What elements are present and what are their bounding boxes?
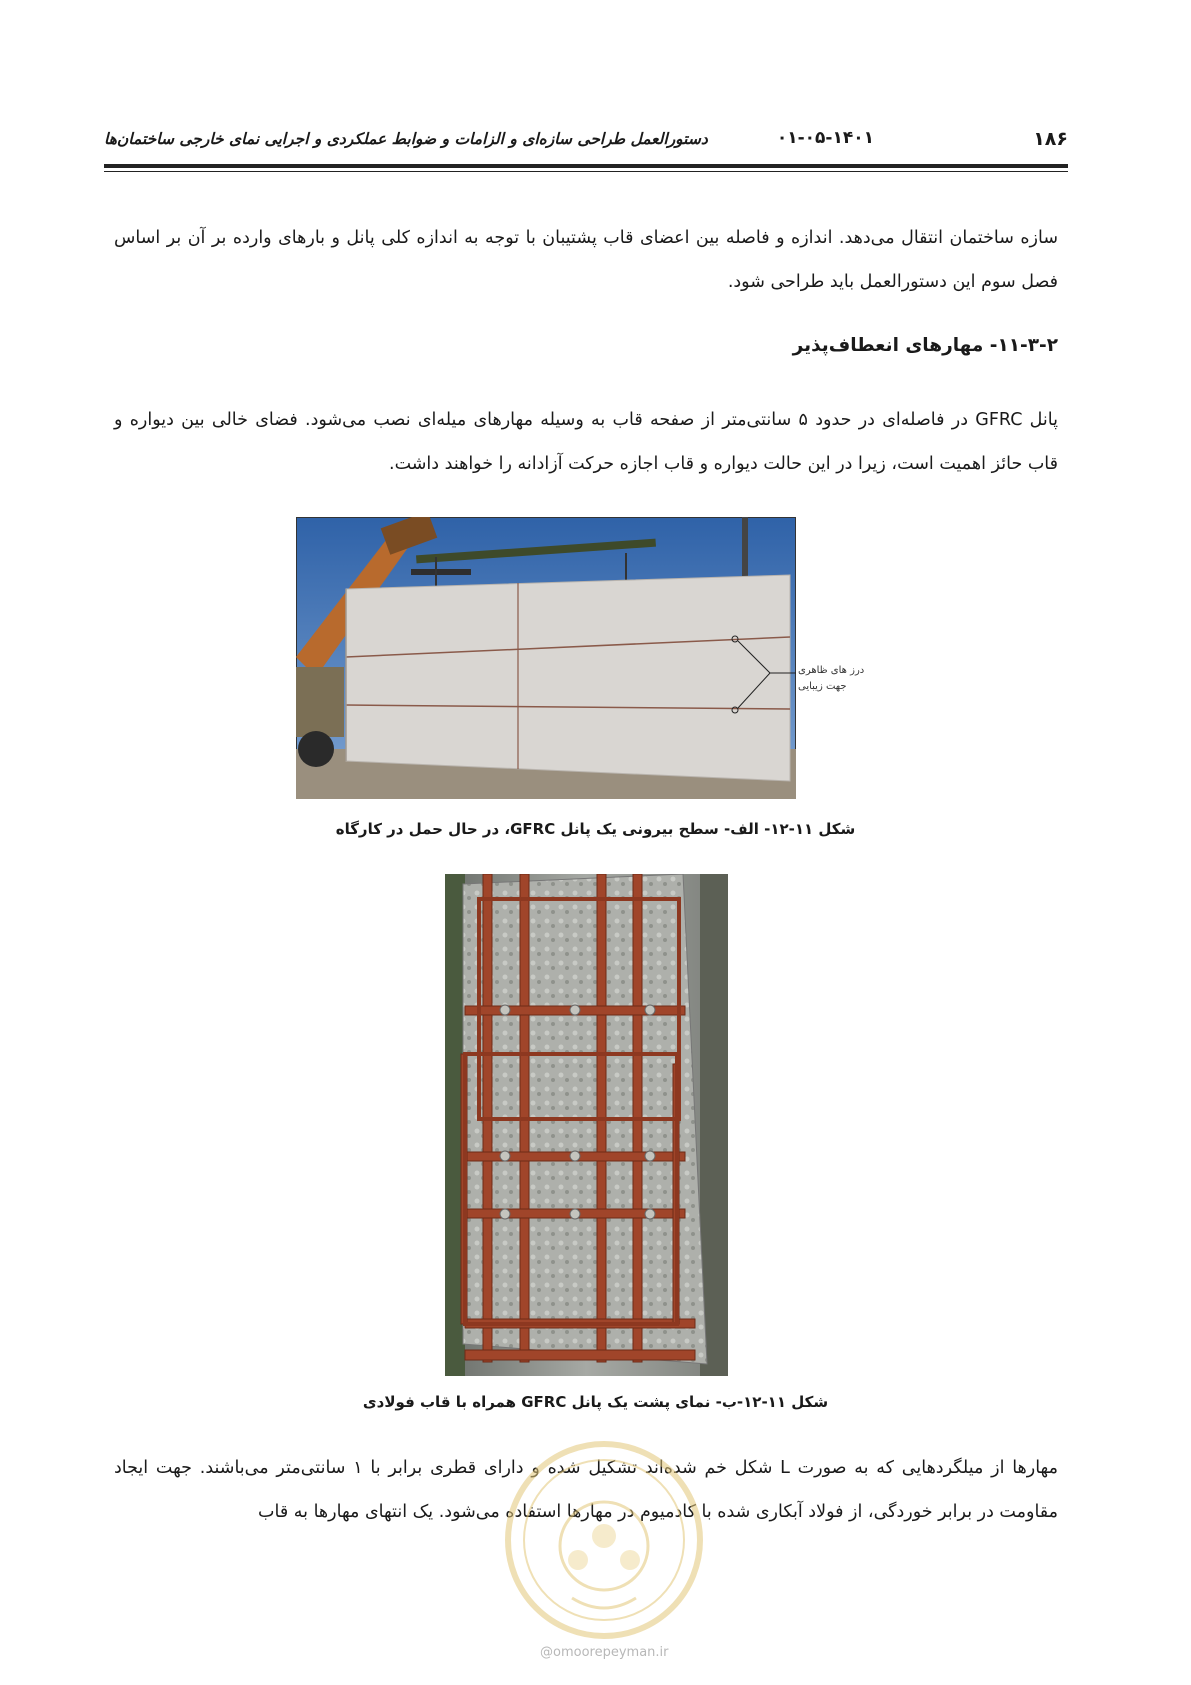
figure-gfrc-panel-lifting — [296, 517, 796, 799]
document-code: ۰۱-۰۵-۱۴۰۱ — [776, 128, 874, 148]
watermark-text: @omoorepeyman.ir — [540, 1645, 669, 1660]
panel-lifting-photo — [296, 517, 796, 799]
watermark-seal-logo — [502, 1438, 706, 1642]
section-heading: ۱۱-۳-۲- مهارهای انعطاف‌پذیر — [792, 335, 1058, 356]
paragraph-intro: سازه ساختمان انتقال می‌دهد. اندازه و فاصله بین اعضای قاب پشتیبان با توجه به اندازه کلی پانل و بارهای وارده بر آن بر اساس فصل سوم این دستورالعمل باید طراحی شود. — [114, 228, 1058, 292]
panel-back-photo — [445, 874, 728, 1376]
figure1-caption: شکل ۱۱-۱۲- الف- سطح بیرونی یک پانل GFRC، در حال حمل در کارگاه — [335, 820, 856, 838]
figure-gfrc-panel-back — [445, 874, 728, 1376]
annotation-line-1: درز های ظاهری — [798, 665, 865, 676]
annotation-connector — [796, 672, 798, 673]
paragraph-anchors: مهارها از میلگردهایی که به صورت L شکل خم شده‌اند تشکیل شده و دارای قطری برابر با ۱ سانتی‌متر می‌باشند. جهت ایجاد مقاومت در برابر خوردگی، از فولاد آبکاری شده با کادمیوم در مهارها استفاده می‌شود. یک انتهای مهارها به قاب — [114, 1458, 1059, 1522]
paragraph-panel-mounting: پانل GFRC در فاصله‌ای در حدود ۵ سانتی‌متر از صفحه قاب به وسیله مهارهای میله‌ای نصب می‌شود. فضای خالی بین دیواره و قاب حائز اهمیت است، زیرا در این حالت دیواره و قاب اجازه حرکت آزادانه را خواهند داشت. — [114, 410, 1059, 474]
header-rule-thin — [104, 171, 1068, 172]
figure2-caption: شکل ۱۱-۱۲-ب- نمای پشت یک پانل GFRC همراه با قاب فولادی — [362, 1393, 829, 1411]
page-number: ۱۸۶ — [1033, 128, 1068, 150]
page-header — [104, 128, 1068, 148]
figure1-annotation — [798, 663, 878, 695]
header-rule-thick — [104, 164, 1068, 168]
running-title: دستورالعمل طراحی سازه‌ای و الزامات و ضوابط عملکردی و اجرایی نمای خارجی ساختمان‌ها — [104, 130, 708, 148]
annotation-line-2: جهت زیبایی — [798, 681, 847, 692]
